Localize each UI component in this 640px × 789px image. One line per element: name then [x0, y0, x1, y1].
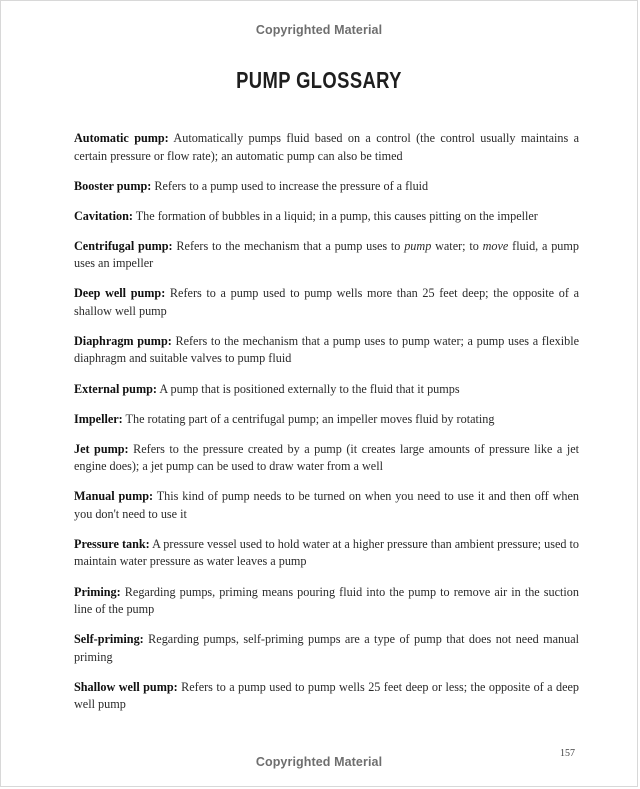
glossary-term: Self-priming:	[74, 632, 144, 647]
glossary-entry	[74, 208, 579, 226]
glossary-definition: Refers to a pump used to increase the pressure of a fluid	[151, 178, 429, 193]
glossary-term: Automatic pump:	[74, 131, 169, 145]
glossary-term: Diaphragm pump:	[74, 333, 172, 348]
glossary-definition: A pressure vessel used to hold water at a higher pressure than ambient pressure; used to maintain water pressure as water leaves a pump	[74, 536, 579, 569]
glossary-term: Deep well pump:	[74, 286, 166, 301]
glossary-definition: Refers to the pressure created by a pump (it creates large amounts of pressure like a jet engine does); a jet pump can be used to draw water from a well	[74, 441, 580, 474]
glossary-definition: water; to	[431, 238, 483, 253]
glossary-definition: Refers to the mechanism that a pump uses to	[172, 238, 405, 253]
glossary-definition: Refers to a pump used to pump wells 25 feet deep or less; the opposite of a deep well pump	[74, 679, 579, 712]
glossary-entry	[74, 381, 579, 399]
glossary-definition: A pump that is positioned externally to the fluid that it pumps	[156, 381, 460, 396]
page-number: 157	[560, 748, 575, 759]
glossary-entry	[74, 238, 579, 273]
glossary-entry	[74, 536, 579, 571]
glossary-entry	[74, 130, 579, 165]
glossary-list	[74, 130, 579, 726]
glossary-term: Manual pump:	[74, 489, 154, 504]
glossary-definition: Regarding pumps, priming means pouring fluid into the pump to remove air in the suction line of the pump	[74, 584, 579, 617]
glossary-term: Priming:	[74, 584, 121, 599]
glossary-definition: fluid, a pump uses an impeller	[74, 238, 579, 271]
glossary-definition: Refers to a pump used to pump wells more than 25 feet deep; the opposite of a shallow well pump	[74, 286, 579, 318]
glossary-entry	[74, 178, 579, 196]
glossary-definition: Refers to the mechanism that a pump uses to pump water; a pump uses a flexible diaphragm and suitable valves to pump fluid	[74, 333, 579, 366]
glossary-definition: This kind of pump needs to be turned on when you need to use it and then off when you don't need to use it	[74, 489, 579, 521]
glossary-entry	[74, 411, 579, 429]
glossary-entry	[74, 584, 579, 619]
glossary-term: Shallow well pump:	[74, 679, 178, 694]
glossary-entry	[74, 285, 579, 320]
copyright-watermark-bottom: Copyrighted Material	[255, 755, 383, 769]
glossary-term: Impeller:	[74, 411, 123, 426]
glossary-term: Centrifugal pump:	[74, 238, 173, 253]
glossary-definition: Regarding pumps, self-priming pumps are a type of pump that does not need manual priming	[74, 632, 579, 664]
glossary-term: Booster pump:	[74, 178, 152, 193]
glossary-term: Jet pump:	[74, 441, 129, 456]
glossary-entry	[74, 488, 579, 523]
glossary-definition: The rotating part of a centrifugal pump; an impeller moves fluid by rotating	[122, 411, 495, 426]
definition-emphasis: pump	[404, 238, 432, 253]
glossary-definition: Automatically pumps fluid based on a control (the control usually maintains a certain pressure or flow rate); an automatic pump can also be timed	[74, 131, 579, 163]
glossary-entry	[74, 679, 579, 714]
glossary-term: External pump:	[74, 381, 157, 396]
page-title: PUMP GLOSSARY	[236, 67, 402, 93]
glossary-term: Cavitation:	[74, 208, 133, 223]
copyright-watermark-top: Copyrighted Material	[255, 23, 383, 37]
glossary-entry	[74, 631, 579, 666]
glossary-definition: The formation of bubbles in a liquid; in a pump, this causes pitting on the impeller	[132, 208, 538, 223]
glossary-entry	[74, 333, 579, 368]
glossary-entry	[74, 441, 579, 476]
definition-emphasis: move	[482, 238, 509, 253]
glossary-term: Pressure tank:	[74, 536, 150, 551]
